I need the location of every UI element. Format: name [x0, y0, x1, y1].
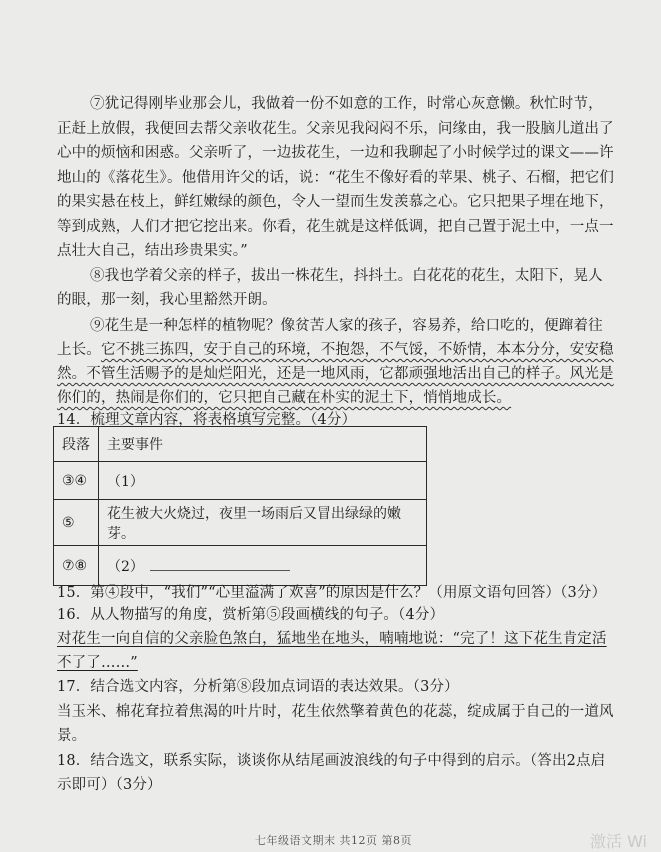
p8-line-2: 的眼，那一刻，我心里豁然开朗。 — [57, 292, 277, 308]
table-row — [54, 500, 427, 546]
p9-line-2-plain: 上长。 — [57, 342, 101, 358]
page-footer: 七年级语文期末 共12页 第8页 — [255, 834, 412, 847]
p9-line-3: 然。不管生活赐予的是灿烂阳光，还是一地风雨，它都顽强地活出自己的样子。风光是 — [57, 366, 614, 382]
p7-line-3: 心中的烦恼和困惑。父亲听了，一边拔花生，一边和我聊起了小时候学过的课文——许 — [57, 145, 614, 161]
p7-line-4: 地山的《落花生》。他借用许父的话，说：“花生不像好看的苹果、桃子、石榴，把它们 — [57, 170, 615, 186]
question-16-quote-line-1: 对花生一向自信的父亲脸色煞白，猛地坐在地头，喃喃地说：“完了！这下花生肯定活 — [57, 631, 607, 647]
table-row — [54, 462, 427, 500]
question-15: 15．第④段中，“我们”“心里溢满了欢喜”的原因是什么？（用原文语句回答）（3分） — [57, 585, 607, 601]
p7-line-7: 点壮大自己，结出珍贵果实。” — [57, 243, 248, 259]
p9-line-2 — [57, 340, 614, 360]
row-1-event: （1） — [99, 462, 427, 500]
p9-line-2-wavy: 它不挑三拣四，安于自己的环境，不抱怨，不气馁，不娇情，本本分分，安安稳 — [100, 342, 614, 358]
p9-line-1: ⑨花生是一种怎样的植物呢？像贫苦人家的孩子，容易养，给口吃的，便蹿着往 — [90, 318, 603, 334]
events-table — [53, 426, 427, 586]
p7-line-5: 的果实悬在枝上，鲜红嫩绿的颜色，令人一望而生发羡慕之心。它只把果子埋在地下， — [57, 194, 614, 210]
answer-blank[interactable] — [150, 558, 290, 571]
activation-watermark: 激活 Wi — [590, 832, 648, 851]
row-1-paragraph: ③④ — [54, 462, 99, 500]
question-17-quote-line-2: 景。 — [57, 728, 87, 744]
p7-line-2: 正赶上放假，我便回去帮父亲收花生。父亲见我闷闷不乐，问缘由，我一股脑儿道出了 — [57, 121, 614, 137]
p9-line-4: 你们的，热闹是你们的，它只把自己藏在朴实的泥土下，悄悄地成长。 — [57, 390, 512, 406]
question-17: 17．结合选文内容，分析第⑧段加点词语的表达效果。（3分） — [57, 679, 459, 695]
header-paragraph: 段落 — [54, 427, 99, 462]
table-row — [54, 546, 427, 586]
question-16: 16．从人物描写的角度，赏析第⑤段画横线的句子。（4分） — [57, 607, 445, 623]
row-3-event — [99, 546, 427, 586]
row-3-event-label: （2） — [107, 558, 144, 575]
question-14: 14．梳理文章内容，将表格填写完整。（4分） — [57, 412, 357, 428]
p7-line-1: ⑦犹记得刚毕业那会儿，我做着一份不如意的工作，时常心灰意懒。秋忙时节， — [90, 96, 603, 112]
p7-line-6: 等到成熟，人们才把它挖出来。你看，花生就是这样低调，把自己置于泥土中，一点一 — [57, 219, 614, 235]
row-2-paragraph: ⑤ — [54, 500, 99, 546]
row-3-paragraph: ⑦⑧ — [54, 546, 99, 586]
p8-line-1: ⑧我也学着父亲的样子，拔出一株花生，抖抖土。白花花的花生，太阳下，晃人 — [90, 268, 603, 284]
question-18-line-2: 示即可）（3分） — [57, 777, 162, 793]
question-18-line-1: 18．结合选文，联系实际，谈谈你从结尾画波浪线的句子中得到的启示。（答出2点启 — [57, 753, 606, 769]
table-header-row — [54, 427, 427, 462]
question-17-quote-line-1: 当玉米、棉花耷拉着焦渴的叶片时，花生依然擎着黄色的花蕊，绽成属于自己的一道风 — [57, 704, 614, 720]
row-2-event: 花生被大火烧过，夜里一场雨后又冒出绿绿的嫩芽。 — [99, 500, 427, 546]
question-16-quote-line-2: 不了了……” — [57, 655, 138, 671]
header-main-event: 主要事件 — [99, 427, 427, 462]
